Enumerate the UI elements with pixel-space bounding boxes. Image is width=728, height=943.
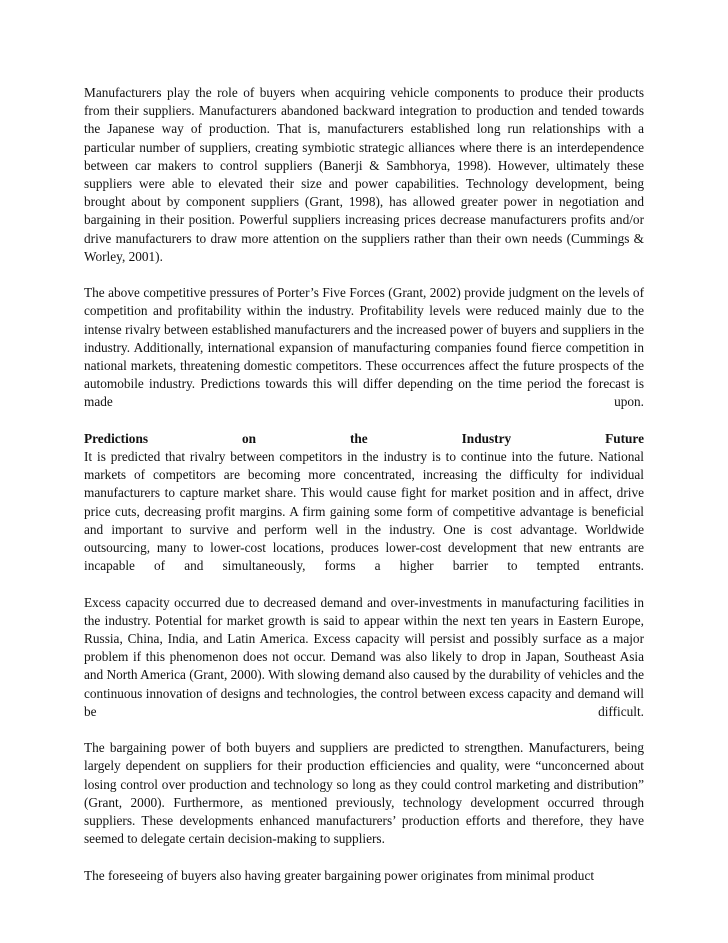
- paragraph-bargaining-power: The bargaining power of both buyers and suppliers are predicted to strengthen. Manufacturers, being largely dependent on suppliers for their production efficiencies and quality, were “unconcerned about losing control over production and technology so long as they could control marketing and distribution” (Grant, 2000). Furthermore, as mentioned previously, technology development occurred through suppliers. These developments enhanced manufacturers’ production efforts and therefore, they have seemed to delegate certain decision-making to suppliers.: [84, 740, 644, 847]
- document-page: [84, 84, 644, 903]
- heading-word: the: [349, 430, 368, 446]
- heading-word: Predictions: [84, 430, 149, 446]
- paragraph-buyers: The foreseeing of buyers also having greater bargaining power originates from minimal product: [84, 867, 595, 883]
- heading-word: Future: [605, 430, 644, 446]
- section-heading: [84, 430, 644, 448]
- heading-word: Industry: [461, 430, 512, 446]
- paragraph-suppliers: Manufacturers play the role of buyers when acquiring vehicle components to produce their products from their suppliers. Manufacturers abandoned backward integration to production and tended towards the Japanese way of production. That is, manufacturers established long run relationships with a particular number of suppliers, creating symbiotic strategic alliances where there is an interdependence between car makers to control suppliers (Banerji & Sambhorya, 1998). However, ultimately these suppliers were able to elevated their size and power capabilities. Technology development, being brought about by component suppliers (Grant, 1998), has allowed greater power in negotiation and bargaining in their position. Powerful suppliers increasing prices decrease manufacturers profits and/or drive manufacturers to draw more attention on the suppliers rather than their own needs (Cummings & Worley, 2001).: [84, 85, 644, 264]
- paragraph-rivalry: It is predicted that rivalry between competitors in the industry is to continue into the future. National markets of competitors are becoming more concentrated, increasing the difficulty for individual manufacturers to capture market share. This would cause fight for market position and in affect, drive price cuts, decreasing profit margins. A firm gaining some form of competitive advantage is beneficial and important to survive and perform well in the industry. One is cost advantage. Worldwide outsourcing, many to lower-cost locations, produces lower-cost development that new entrants are incapable of and simultaneously, forms a higher barrier to tempted entrants.: [84, 449, 644, 574]
- heading-word: on: [241, 430, 257, 446]
- paragraph-competitive-pressures: The above competitive pressures of Porter’s Five Forces (Grant, 2002) provide judgment on the levels of competition and profitability within the industry. Profitability levels were reduced mainly due to the intense rivalry between established manufacturers and the increased power of buyers and suppliers in the industry. Additionally, international expansion of manufacturing companies found fierce competition in national markets, threatening domestic competitors. These occurrences affect the future prospects of the automobile industry. Predictions towards this will differ depending on the time period the forecast is made upon.: [84, 285, 644, 410]
- paragraph-excess-capacity: Excess capacity occurred due to decreased demand and over-investments in manufacturing facilities in the industry. Potential for market growth is said to appear within the next ten years in Eastern Europe, Russia, China, India, and Latin America. Excess capacity will persist and possibly surface as a major problem if this phenomenon does not occur. Demand was also likely to drop in Japan, Southeast Asia and North America (Grant, 2000). With slowing demand also caused by the durability of vehicles and the continuous innovation of designs and technologies, the control between excess capacity and demand will be difficult.: [84, 594, 644, 719]
